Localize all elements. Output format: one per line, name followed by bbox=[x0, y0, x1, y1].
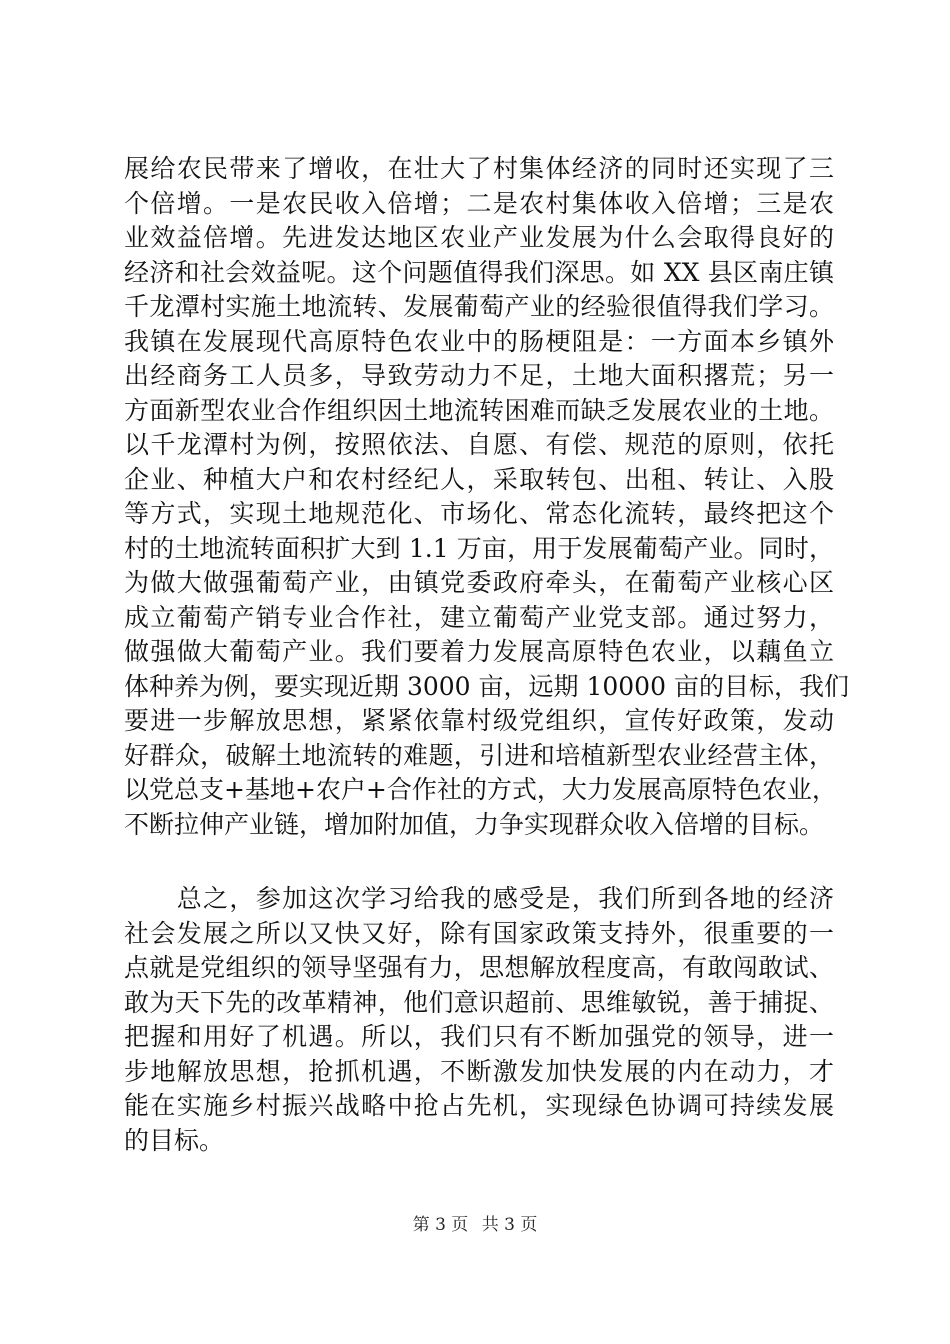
paragraph-line: 千龙潭村实施土地流转、发展葡萄产业的经验很值得我们学习。 bbox=[124, 292, 834, 321]
paragraph-line: 要进一步解放思想，紧紧依靠村级党组织，宣传好政策，发动 bbox=[124, 706, 834, 735]
paragraph-line: 以党总支+基地+农户+合作社的方式，大力发展高原特色农业， bbox=[124, 775, 837, 804]
paragraph-line: 村的土地流转面积扩大到 1.1 万亩，用于发展葡萄产业。同时， bbox=[124, 533, 834, 563]
paragraph-line: 经济和社会效益呢。这个问题值得我们深思。如 XX 县区南庄镇 bbox=[124, 257, 834, 287]
paragraph-2 bbox=[124, 882, 834, 1158]
paragraph-line: 的目标。 bbox=[124, 1125, 225, 1155]
paragraph-line: 步地解放思想，抢抓机遇，不断激发加快发展的内在动力，才 bbox=[124, 1056, 834, 1086]
paragraph-line: 点就是党组织的领导坚强有力，思想解放程度高，有敢闯敢试、 bbox=[124, 953, 834, 982]
paragraph-line: 总之，参加这次学习给我的感受是，我们所到各地的经济 bbox=[124, 884, 834, 913]
paragraph-line: 成立葡萄产销专业合作社，建立葡萄产业党支部。通过努力， bbox=[124, 602, 834, 632]
page-footer bbox=[0, 1213, 950, 1237]
paragraph-line: 出经商务工人员多，导致劳动力不足，土地大面积撂荒；另一 bbox=[124, 361, 834, 390]
paragraph-1 bbox=[124, 152, 849, 842]
paragraph-line: 等方式，实现土地规范化、市场化、常态化流转，最终把这个 bbox=[124, 499, 834, 528]
paragraph-line: 不断拉伸产业链，增加附加值，力争实现群众收入倍增的目标。 bbox=[124, 809, 825, 839]
paragraph-line: 以千龙潭村为例，按照依法、自愿、有偿、规范的原则，依托 bbox=[124, 430, 834, 459]
paragraph-line: 我镇在发展现代高原特色农业中的肠梗阻是：一方面本乡镇外 bbox=[124, 326, 834, 356]
paragraph-spacer bbox=[124, 842, 834, 882]
paragraph-line: 业效益倍增。先进发达地区农业产业发展为什么会取得良好的 bbox=[124, 223, 834, 252]
paragraph-line: 体种养为例，要实现近期 3000 亩，远期 10000 亩的目标，我们 bbox=[124, 671, 849, 701]
page-number: 第 3 页 bbox=[412, 1215, 469, 1235]
paragraph-line: 个倍增。一是农民收入倍增；二是农村集体收入倍增；三是农 bbox=[124, 188, 834, 218]
paragraph-line: 好群众，破解土地流转的难题，引进和培植新型农业经营主体， bbox=[124, 740, 834, 770]
paragraph-line: 展给农民带来了增收，在壮大了村集体经济的同时还实现了三 bbox=[124, 154, 834, 183]
paragraph-line: 把握和用好了机遇。所以，我们只有不断加强党的领导，进一 bbox=[124, 1022, 834, 1051]
paragraph-line: 敢为天下先的改革精神，他们意识超前、思维敏锐，善于捕捉、 bbox=[124, 987, 834, 1017]
paragraph-line: 社会发展之所以又快又好，除有国家政策支持外，很重要的一 bbox=[124, 918, 834, 948]
paragraph-line: 方面新型农业合作组织因土地流转困难而缺乏发展农业的土地。 bbox=[124, 395, 834, 425]
page-total: 共 3 页 bbox=[481, 1215, 538, 1235]
paragraph-line: 为做大做强葡萄产业，由镇党委政府牵头，在葡萄产业核心区 bbox=[124, 568, 834, 597]
paragraph-line: 做强做大葡萄产业。我们要着力发展高原特色农业，以藕鱼立 bbox=[124, 637, 834, 666]
document-body bbox=[124, 152, 849, 1158]
paragraph-line: 能在实施乡村振兴战略中抢占先机，实现绿色协调可持续发展 bbox=[124, 1091, 834, 1120]
paragraph-line: 企业、种植大户和农村经纪人，采取转包、出租、转让、入股 bbox=[124, 464, 834, 494]
